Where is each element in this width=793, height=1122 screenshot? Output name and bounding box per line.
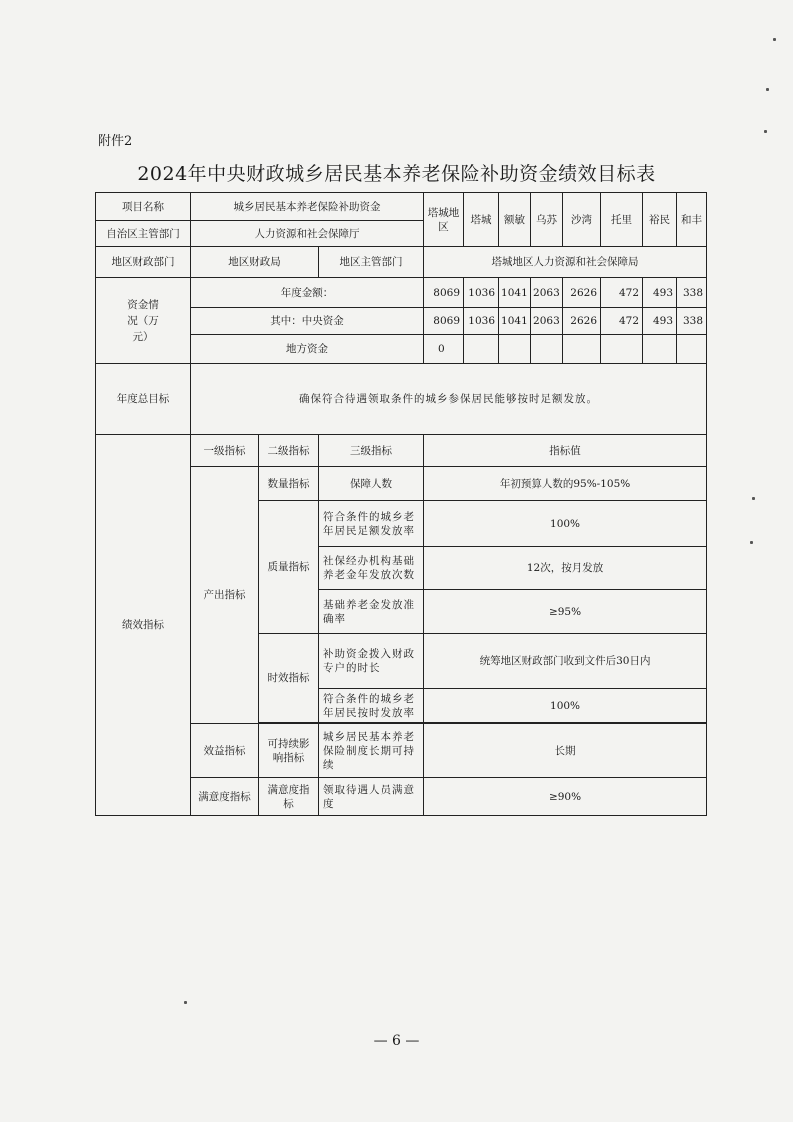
- area-header: 和丰: [677, 193, 707, 247]
- indicator-value: 长期: [424, 724, 707, 778]
- indicator-l3: 保障人数: [319, 467, 424, 501]
- project-value: 城乡居民基本养老保险补助资金: [191, 193, 424, 221]
- fund-value: 0: [424, 335, 464, 364]
- fund-value: 1036: [464, 278, 499, 308]
- indicator-value: ≥90%: [424, 778, 707, 816]
- satisfaction-l2-text: 满意度指标: [267, 783, 310, 810]
- indicator-l3: 基础养老金发放准确率: [319, 590, 424, 634]
- indicator-value: 12次，按月发放: [424, 547, 707, 590]
- performance-target-table: [95, 192, 707, 816]
- page-number: — 6 —: [373, 1033, 420, 1049]
- fund-value: 2626: [563, 278, 601, 308]
- fund-value: 1041: [499, 308, 531, 335]
- indicator-l3: 城乡居民基本养老保险制度长期可持续: [319, 724, 424, 778]
- region-dept-value: 塔城地区人力资源和社会保障局: [424, 247, 707, 278]
- fund-value: 493: [643, 278, 677, 308]
- fund-value: [563, 335, 601, 364]
- perf-header-val: 指标值: [424, 435, 707, 467]
- dept-value: 人力资源和社会保障厅: [191, 221, 424, 247]
- page-title: 2024年中央财政城乡居民基本养老保险补助资金绩效目标表: [137, 163, 656, 185]
- quantity-indicator: 数量指标: [259, 467, 319, 501]
- sustain-indicator: [259, 724, 319, 778]
- satisfaction-l2: [259, 778, 319, 816]
- scan-speck: [752, 497, 755, 500]
- fund-value: 2626: [563, 308, 601, 335]
- region-finance-label: 地区财政部门: [96, 247, 191, 278]
- area-header: 裕民: [643, 193, 677, 247]
- funds-annual-label: 年度金额：: [191, 278, 424, 308]
- timeliness-indicator: 时效指标: [259, 634, 319, 723]
- scan-speck: [184, 1001, 187, 1004]
- project-label: 项目名称: [96, 193, 191, 221]
- funds-label: [96, 278, 191, 364]
- indicator-l3: 补助资金拨入财政专户的时长: [319, 634, 424, 689]
- quality-indicator: 质量指标: [259, 501, 319, 634]
- indicator-l3: 符合条件的城乡老年居民足额发放率: [319, 501, 424, 547]
- scan-speck: [773, 38, 776, 41]
- sustain-indicator-text: 可持续影响指标: [267, 737, 310, 764]
- fund-value: 2063: [531, 278, 563, 308]
- fund-value: [499, 335, 531, 364]
- satisfaction-l1: 满意度指标: [191, 778, 259, 816]
- fund-value: 338: [677, 308, 707, 335]
- fund-value: 8069: [424, 278, 464, 308]
- fund-value: 1036: [464, 308, 499, 335]
- perf-label: 绩效指标: [96, 435, 191, 816]
- indicator-value: 年初预算人数的95%-105%: [424, 467, 707, 501]
- area-header: 沙湾: [563, 193, 601, 247]
- annex-label: 附件2: [98, 134, 133, 149]
- indicator-l3: 社保经办机构基础养老金年发放次数: [319, 547, 424, 590]
- area-header: 乌苏: [531, 193, 563, 247]
- fund-value: [464, 335, 499, 364]
- fund-value: [601, 335, 643, 364]
- goal-value: 确保符合待遇领取条件的城乡参保居民能够按时足额发放。: [191, 364, 707, 435]
- fund-value: 338: [677, 278, 707, 308]
- indicator-l3: 符合条件的城乡老年居民按时发放率: [319, 689, 424, 723]
- scan-speck: [766, 88, 769, 91]
- fund-value: 472: [601, 278, 643, 308]
- region-dept-label: 地区主管部门: [319, 247, 424, 278]
- indicator-value: 100%: [424, 501, 707, 547]
- area-header: 额敏: [499, 193, 531, 247]
- fund-value: 472: [601, 308, 643, 335]
- fund-value: [643, 335, 677, 364]
- scan-speck: [750, 541, 753, 544]
- region-finance-value: 地区财政局: [191, 247, 319, 278]
- fund-value: 1041: [499, 278, 531, 308]
- perf-header-l1: 一级指标: [191, 435, 259, 467]
- fund-value: 493: [643, 308, 677, 335]
- output-indicator: 产出指标: [191, 467, 259, 724]
- fund-value: [531, 335, 563, 364]
- fund-value: 2063: [531, 308, 563, 335]
- funds-central-label: 其中：中央资金: [191, 308, 424, 335]
- scan-speck: [764, 130, 767, 133]
- area-header: 托里: [601, 193, 643, 247]
- perf-header-l3: 三级指标: [319, 435, 424, 467]
- goal-label: 年度总目标: [96, 364, 191, 435]
- area-header: 塔城地区: [424, 193, 464, 247]
- dept-label: 自治区主管部门: [96, 221, 191, 247]
- funds-local-label: 地方资金: [191, 335, 424, 364]
- indicator-value: ≥95%: [424, 590, 707, 634]
- indicator-value: 100%: [424, 689, 707, 723]
- funds-label-text: 资金情况（万元）: [127, 298, 159, 343]
- benefit-indicator: 效益指标: [191, 724, 259, 778]
- fund-value: 8069: [424, 308, 464, 335]
- fund-value: [677, 335, 707, 364]
- area-header: 塔城: [464, 193, 499, 247]
- indicator-l3: 领取待遇人员满意度: [319, 778, 424, 816]
- perf-header-l2: 二级指标: [259, 435, 319, 467]
- indicator-value: 统筹地区财政部门收到文件后30日内: [424, 634, 707, 689]
